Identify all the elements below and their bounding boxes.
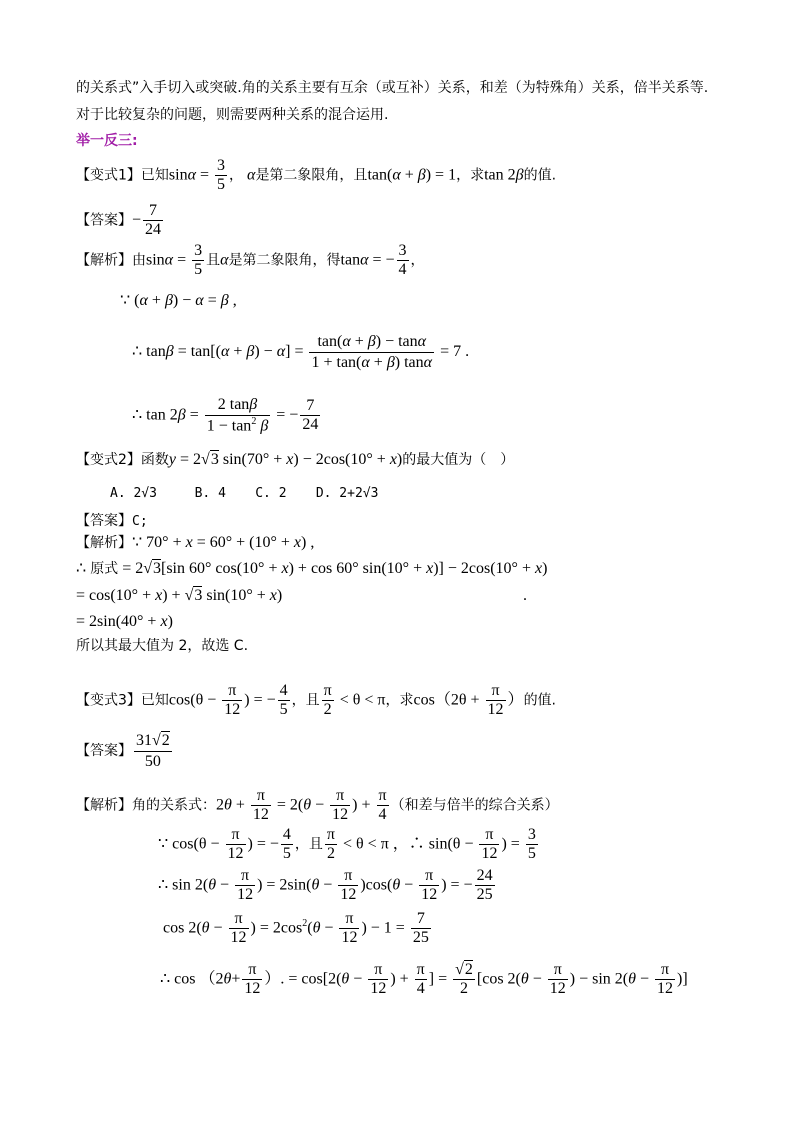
variant3-analysis-step5: ∴ cos （2θ+ $\frac{\pi}{12}$ ）. = cos[2(θ − $\frac{\pi}{12}$ ) + $\frac{\pi}{4}$ ] = $\frac{√2}{2}$ [cos 2(θ − $\frac{\pi}{12}$ ) − sin 2(θ − $\frac{\pi}{12}$ )] [160,961,688,998]
variant3-answer: 【答案】 $\frac{31√2}{50}$ [76,732,170,770]
variant3-analysis-step2: ∵ cos(θ − $\frac{\pi}{12}$ ) = − $\frac{4}{5}$ ，且 $\frac{\pi}{2}$ < θ < π ，∴ sin(θ − $\frac{\pi}{12}$ ) = $\frac{3}{5}$ [158,826,536,863]
option-a: A. 2√3 [110,486,157,501]
variant1-question: 【变式1】已知sinα = $\frac{3}{5}$ ， α是第二象限角，且tan(α + β) = 1，求tan 2β的值. [76,157,557,194]
variant2-answer: 【答案】C; [76,513,148,529]
variant2-dot: . [523,587,527,604]
option-b: B. 4 [194,486,226,501]
variant2-options [110,486,378,501]
option-c: C. 2 [255,486,287,501]
intro-line-1: 的关系式”入手切入或突破.角的关系主要有互余（或互补）关系，和差（为特殊角）关系，倍半关系等. [76,80,709,96]
variant2-analysis-step4: = 2sin(40° + x) [76,613,173,630]
option-d: D. 2+2√3 [315,486,379,501]
variant3-analysis-step4: cos 2(θ − $\frac{\pi}{12}$ ) = $2\cos^2(\theta$ − $\frac{\pi}{12}$ ) − 1 = $\frac{7}{25}$ [163,910,429,947]
section-heading: 举一反三: [76,133,138,149]
intro-line-2: 对于比较复杂的问题，则需要两种关系的混合运用. [76,107,389,123]
variant1-analysis-step2: ∵ (α + β) − α = β , [120,292,237,309]
variant1-analysis-step1: 【解析】由sinα = $\frac{3}{5}$ 且α是第二象限角，得tanα = − $\frac{3}{4}$ ， [76,242,425,279]
variant3-question: 【变式3】已知cos(θ − $\frac{\pi}{12}$ ) = − $\frac{4}{5}$ ，且 $\frac{\pi}{2}$ < θ < π，求cos（2θ + $\frac{\pi}{12}$ ）的值. [76,682,557,719]
variant2-conclusion: 所以其最大值为 2，故选 C. [76,638,249,654]
variant3-analysis-step1: 【解析】角的关系式：2θ + $\frac{\pi}{12}$ = 2(θ − $\frac{\pi}{12}$ ) + $\frac{\pi}{4}$ （和差与倍半的综合关系） [76,787,559,824]
variant2-analysis-step3: = cos(10° + x) + √3 sin(10° + x) [76,587,283,604]
variant2-analysis-step1: 【解析】∵ 70° + x = 60° + (10° + x) , [76,534,315,551]
variant1-answer: 【答案】− $\frac{7}{24}$ [76,202,162,239]
variant2-analysis-step2: ∴ 原式 = 2√3[sin 60° cos(10° + x) + cos 60° sin(10° + x)] − 2cos(10° + x) [76,560,548,577]
variant2-question: 【变式2】函数y = 2√3 sin(70° + x) − 2cos(10° + x)的最大值为（ ） [76,451,515,468]
variant3-analysis-step3: ∴ sin 2(θ − $\frac{\pi}{12}$ ) = 2sin(θ − $\frac{\pi}{12}$ )cos(θ − $\frac{\pi}{12}$ ) = − $\frac{24}{25}$ [158,867,493,904]
variant1-analysis-step4: ∴ tan 2β = $\frac{2 \tan\beta}{1 - \tan^2 \beta}$ = − $\frac{7}{24}$ [132,396,319,435]
variant1-analysis-step3: ∴ tanβ = tan[(α + β) − α] = $\frac{\tan(\alpha + \beta) - \tan\alpha}{1 + \tan(\alpha + \beta) \tan\alpha}$ = 7 . [132,333,470,371]
